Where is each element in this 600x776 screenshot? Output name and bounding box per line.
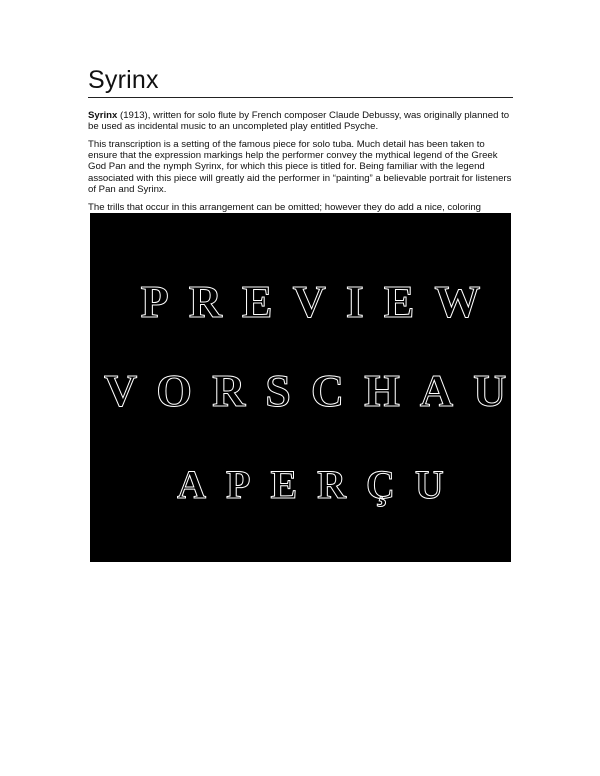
watermark-preview-text: PREVIEW [140,276,501,327]
trills-paragraph: The trills that occur in this arrangement can be omitted; however they do add a nice, coloring [88,202,482,213]
page-title: Syrinx [88,66,159,94]
title-divider [88,97,513,98]
watermark-apercu-text: APERÇU [177,462,464,507]
intro-text: (1913), written for solo flute by French composer Claude Debussy, was originally planned to be used as incidental music to an uncompleted play entitled Psyche. [88,110,510,133]
watermark-vorschau-text: VORSCHAU [104,365,527,416]
transcription-paragraph: This transcription is a setting of the famous piece for solo tuba. Much detail has been taken to ensure that the expression markings help the performer convey the mythical legend of the Greek God Pan and the nymph Syrinx, for which this piece is titled for. Being familiar with the legend associated with this piece will greatly aid the performer in “painting” a believable portrait for listeners of Pan and Syrinx. [88,139,512,195]
intro-lead-term: Syrinx [88,110,118,121]
preview-watermark-overlay [90,213,527,562]
intro-paragraph [88,110,513,132]
